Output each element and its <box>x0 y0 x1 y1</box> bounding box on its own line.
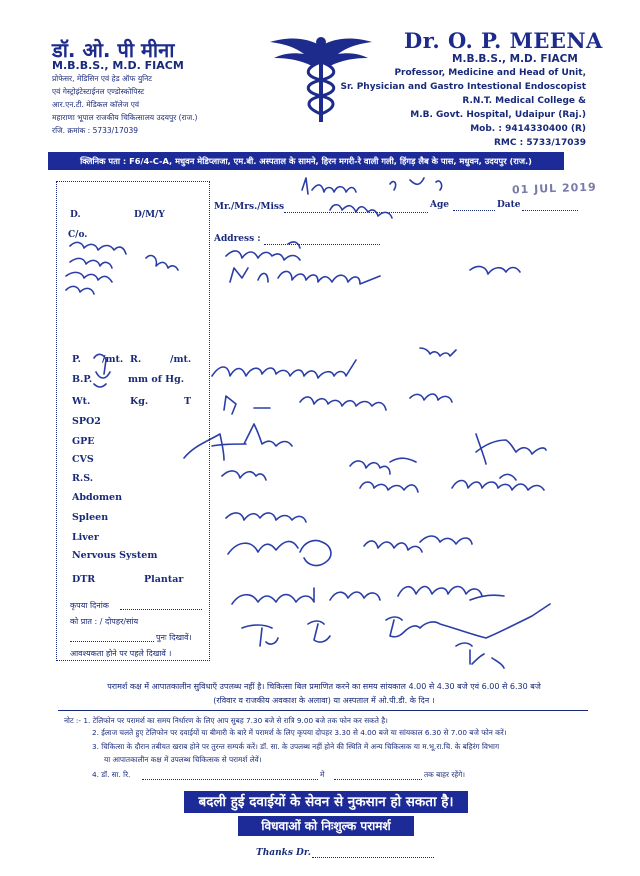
age-label: Age <box>430 200 450 210</box>
degrees-right: M.B.B.S., M.D. FIACM <box>452 53 578 65</box>
date-label: Date <box>497 200 521 210</box>
system-abdomen: Abdomen <box>72 492 122 503</box>
qualification-line: प्रोफेसर, मेडिसिन एवं हेड ऑफ युनिट <box>52 74 153 83</box>
doctor-name-hindi: डॉ. ओ. पी मीना <box>52 38 175 62</box>
plantar-label: Plantar <box>144 574 184 585</box>
d-label: D. <box>70 210 81 220</box>
co-label: C/o. <box>68 230 88 240</box>
degrees-left: M.B.B.S., M.D. FIACM <box>52 59 184 72</box>
designation-line: Professor, Medicine and Head of Unit, <box>394 68 586 78</box>
qualification-line: महाराणा भूपाल राजकीय चिकित्सालय उदयपुर (राज.) <box>52 113 198 122</box>
resp-label: R. <box>130 354 142 365</box>
visit-time-label: को प्रात : / दोपहर/सांय <box>70 617 139 626</box>
system-nervous: Nervous System <box>72 550 158 561</box>
medicine-warning-banner: बदली हुई दवाईयों के सेवन से नुकसान हो सकता है। <box>184 791 468 813</box>
note-1: नोट :- 1. टेलिफोन पर परामर्श का समय निर्धारण के लिए आप सुबह 7.30 बजे से रात्रि 9.00 बजे तक फोन कर सकते है। <box>64 716 388 725</box>
thanks-label: Thanks Dr. <box>256 848 311 858</box>
visit-day-label: कृपया दिनांक <box>70 601 109 610</box>
system-spleen: Spleen <box>72 512 109 523</box>
note-3-cont: या आपातकालीन कक्ष में उपलब्ध चिकित्सक से परामर्श लेवें। <box>104 755 262 764</box>
consultation-notice <box>74 680 574 708</box>
note-4-in: में <box>320 770 325 779</box>
note-4-until: तक बाहर रहेंगे। <box>424 770 466 779</box>
system-cvs: CVS <box>72 454 94 465</box>
doctor-name-english: Dr. O. P. MEENA <box>404 28 603 53</box>
note-4: 4. डॉ. सा. रि. <box>92 770 131 779</box>
dtr-label: DTR <box>72 574 96 585</box>
designation-line: R.N.T. Medical College & <box>462 96 586 106</box>
bp-unit: mm of Hg. <box>128 374 185 385</box>
clinic-address-bar: क्लिनिक पता : F6/4-C-A, मधुवन मेडिप्लाजा, एम.बी. अस्पताल के सामने, हिरन मगरी-रे वाली गली, हिंगड़ लैब के पास, मधुवन, उदयपुर (राज.) <box>48 152 564 170</box>
notice-line: (रविवार व राजकीय अवकाश के अलावा) या अस्पताल में ओ.पी.डी. के दिन । <box>213 696 435 705</box>
dmy-label: D/M/Y <box>134 210 165 220</box>
system-liver: Liver <box>72 532 99 543</box>
address-label: Address : <box>214 234 261 244</box>
bp-label: B.P. <box>72 374 93 385</box>
rmc-number: RMC : 5733/17039 <box>493 138 586 148</box>
pulse-label: P. <box>72 354 81 365</box>
notice-line: परामर्श कक्ष में आपातकालीन सुविधाएँ उपलब्ध नहीं है। चिकित्सा बिल प्रमाणित करने का समय सांयकाल 4.00 से 4.30 बजे एवं 6.00 से 6.30 बजे <box>107 682 541 691</box>
system-spo2: SPO2 <box>72 416 101 427</box>
note-2: 2. ईलाज चलते हुए टेलिफोन पर दवाईयों या बीमारी के बारे में परामर्श के लिए कृपया दोपहर 3.30 से 4.00 बजे या सांयकाल 6.30 से 7.00 बजे फोन करें। <box>92 728 507 737</box>
resp-unit: /mt. <box>170 354 192 365</box>
mobile-number: Mob. : 9414330400 (R) <box>470 124 586 134</box>
date-stamp: 01 JUL 2019 <box>511 180 597 197</box>
show-again-label: पुनः दिखावें। <box>156 633 192 642</box>
designation-line: Sr. Physician and Gastro Intestional Endoscopist <box>340 82 586 92</box>
weight-label: Wt. <box>72 396 91 407</box>
free-consultation-banner: विधवाओं को निःशुल्क परामर्श <box>238 816 414 836</box>
system-rs: R.S. <box>72 473 94 484</box>
note-3: 3. चिकित्सा के दौरान तबीयत खराब होने पर तुरन्त सम्पर्क करें। डॉ. सा. के उपलब्ध नहीं होने की स्थिति में अन्य चिकित्सक या म.भू.रा.चि. के बहिरंग विभाग <box>92 742 500 751</box>
temp-label: T <box>184 396 192 407</box>
system-gpe: GPE <box>72 436 95 447</box>
designation-line: M.B. Govt. Hospital, Udaipur (Raj.) <box>410 110 586 120</box>
patient-name-label: Mr./Mrs./Miss <box>214 202 285 212</box>
weight-unit: Kg. <box>130 396 149 407</box>
qualification-line: एवं गेस्ट्रोइंटेस्टाईनल एण्डोस्कोपिस्ट <box>52 87 145 96</box>
qualification-line: आर.एन.टी. मेडिकल कॉलेज एवं <box>52 100 140 109</box>
registration-number: रजि. क्रमांक : 5733/17039 <box>52 126 139 135</box>
if-needed-label: आवश्यकता होने पर पहले दिखावें । <box>70 649 172 658</box>
pulse-unit: /mt. <box>102 354 124 365</box>
